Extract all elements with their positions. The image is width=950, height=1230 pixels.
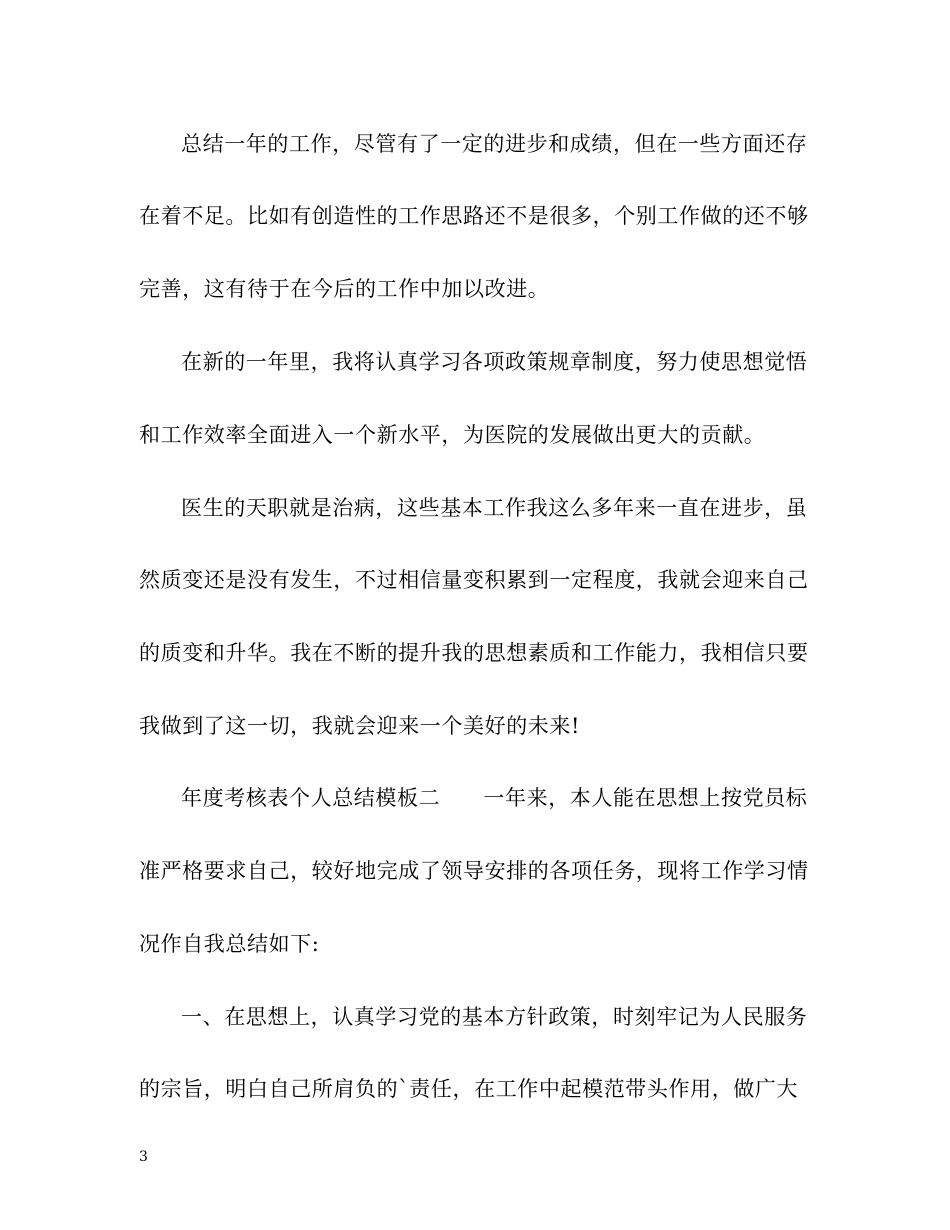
page-number: 3: [139, 1149, 148, 1165]
paragraph-line: 准严格要求自己，较好地完成了领导安排的各项任务，现将工作学习情: [139, 859, 809, 883]
paragraph-line: 况作自我总结如下:: [139, 932, 320, 956]
paragraph-line: 在着不足。比如有创造性的工作思路还不是很多，个别工作做的还不够: [139, 204, 809, 228]
paragraph-line: 的宗旨，明白自己所肩负的`责任，在工作中起模范带头作用，做广大: [139, 1077, 799, 1101]
paragraph-line: 然质变还是没有发生，不过相信量变积累到一定程度，我就会迎来自己: [139, 568, 809, 592]
paragraph-line: 医生的天职就是治病，这些基本工作我这么多年来一直在进步，虽: [181, 496, 808, 520]
paragraph-line: 总结一年的工作，尽管有了一定的进步和成绩，但在一些方面还存: [181, 132, 808, 156]
paragraph-line: 我做到了这一切，我就会迎来一个美好的未来!: [139, 714, 581, 738]
paragraph-line: 完善，这有待于在今后的工作中加以改进。: [139, 277, 550, 301]
paragraph-line: 年度考核表个人总结模板二 一年来，本人能在思想上按党员标: [181, 786, 808, 810]
paragraph-line: 和工作效率全面进入一个新水平，为医院的发展做出更大的贡献。: [139, 423, 766, 447]
paragraph-line: 在新的一年里，我将认真学习各项政策规章制度，努力使思想觉悟: [181, 350, 808, 374]
paragraph-line: 的质变和升华。我在不断的提升我的思想素质和工作能力，我相信只要: [139, 641, 809, 665]
paragraph-line: 一、在思想上，认真学习党的基本方针政策，时刻牢记为人民服务: [181, 1005, 808, 1029]
